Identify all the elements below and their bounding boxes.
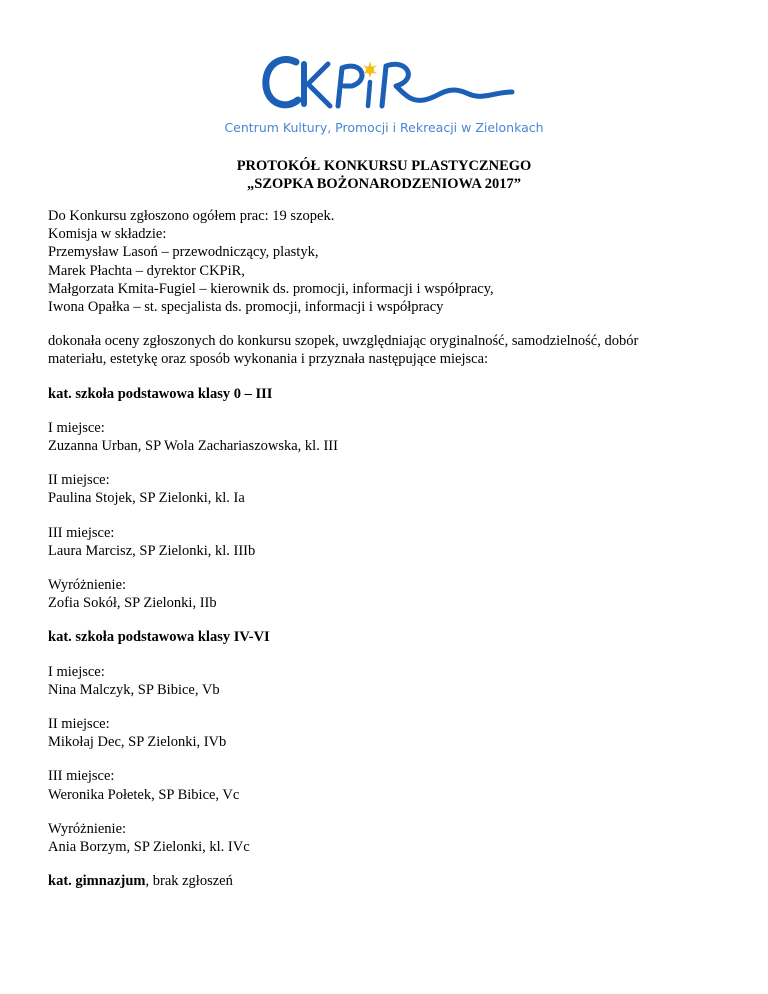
- place-label: II miejsce:: [48, 716, 110, 733]
- star-icon: [363, 61, 377, 78]
- category-line: [48, 872, 728, 890]
- title-line-1: PROTOKÓŁ KONKURSU PLASTYCZNEGO: [236, 158, 532, 174]
- committee-heading: Komisja w składzie:: [48, 226, 167, 243]
- category-heading: kat. szkoła podstawowa klasy 0 – III: [48, 385, 273, 402]
- organization-name: Centrum Kultury, Promocji i Rekreacji w Zielonkach: [224, 120, 544, 135]
- title-line-2: „SZOPKA BOŻONARODZENIOWA 2017”: [247, 176, 521, 192]
- place-winner: Weronika Połetek, SP Bibice, Vc: [48, 786, 240, 803]
- place-label: I miejsce:: [48, 663, 105, 680]
- assessment-text-line: materiału, estetykę oraz sposób wykonania i przyznała następujące miejsca:: [48, 351, 489, 368]
- ckpir-logo: [258, 52, 518, 122]
- committee-member: Małgorzata Kmita-Fugiel – kierownik ds. promocji, informacji i współpracy,: [48, 280, 494, 297]
- place-label: III miejsce:: [48, 768, 115, 785]
- place-winner: Paulina Stojek, SP Zielonki, kl. Ia: [48, 490, 245, 507]
- place-winner: Nina Malczyk, SP Bibice, Vb: [48, 681, 220, 698]
- document-title: [0, 157, 768, 193]
- category-heading: kat. gimnazjum: [48, 873, 146, 890]
- category-heading: kat. szkoła podstawowa klasy IV-VI: [48, 629, 270, 646]
- submission-count: Do Konkursu zgłoszono ogółem prac: 19 szopek.: [48, 208, 335, 224]
- document-body: [48, 207, 728, 890]
- committee-member: Marek Płachta – dyrektor CKPiR,: [48, 262, 245, 279]
- ckpir-logo-graphic: [258, 52, 518, 122]
- place-winner: Ania Borzym, SP Zielonki, kl. IVc: [48, 839, 250, 856]
- place-winner: Laura Marcisz, SP Zielonki, kl. IIIb: [48, 542, 256, 559]
- committee-member: Iwona Opałka – st. specjalista ds. promocji, informacji i współpracy: [48, 299, 444, 316]
- place-label: Wyróżnienie:: [48, 577, 127, 594]
- assessment-text-line: dokonała oceny zgłoszonych do konkursu szopek, uwzględniając oryginalność, samodzielność, dobór: [48, 333, 639, 350]
- place-label: Wyróżnienie:: [48, 820, 127, 837]
- place-winner: Zuzanna Urban, SP Wola Zachariaszowska, kl. III: [48, 438, 338, 455]
- place-label: I miejsce:: [48, 419, 105, 436]
- committee-member: Przemysław Lasoń – przewodniczący, plastyk,: [48, 244, 319, 261]
- place-winner: Zofia Sokół, SP Zielonki, IIb: [48, 595, 217, 612]
- place-label: II miejsce:: [48, 472, 110, 489]
- category-note: , brak zgłoszeń: [145, 873, 233, 890]
- place-label: III miejsce:: [48, 524, 115, 541]
- place-winner: Mikołaj Dec, SP Zielonki, IVb: [48, 734, 227, 751]
